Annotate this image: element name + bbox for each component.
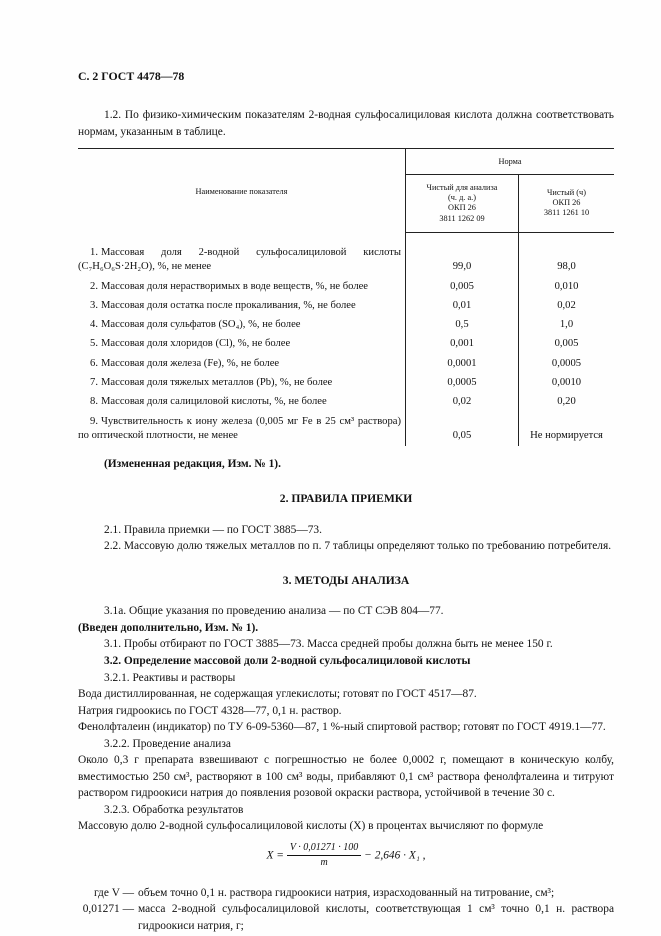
table-row [78, 278, 614, 297]
section-2-title: 2. ПРАВИЛА ПРИЕМКИ [279, 491, 413, 505]
row-value-b: 0,010 [519, 278, 615, 297]
document-page [78, 68, 614, 934]
row-value-a: 0,0005 [406, 374, 519, 393]
p-3-1a: 3.1а. Общие указания по проведению анализа — по СТ СЭВ 804—77. [104, 605, 444, 618]
analysis-paragraph: Около 0,3 г препарата взвешивают с погрешностью не более 0,0002 г, помещают в коническую колбу, вместимостью 250 см³, растворяют в 100 см³ воды, прибавляют 0,1 см³ раствора фенолфталеина и титруют раствором гидроокиси натрия до появления розовой окраски раствора, устойчивой в течение 30 с. [78, 754, 614, 800]
intro-paragraph: 1.2. По физико-химическим показателям 2-водная сульфосалициловая кислота должна соответствовать нормам, указанным в таблице. [78, 109, 614, 138]
row-value-b: 1,0 [519, 316, 615, 335]
p-3-1: 3.1. Пробы отбирают по ГОСТ 3885—73. Масса средней пробы должна быть не менее 150 г. [104, 638, 553, 651]
table-row [78, 244, 614, 278]
row-name: 1. Массовая доля 2-водной сульфосалициловой кислоты (C₇H₆O₆S·2H₂O), %, не менее [78, 246, 401, 273]
row-name: 2. Массовая доля нерастворимых в воде веществ, %, не более [90, 280, 369, 292]
p-3-2-2: 3.2.2. Проведение анализа [104, 737, 231, 750]
table-row [78, 413, 614, 447]
calc-paragraph: Массовую долю 2-водной сульфосалициловой кислоты (X) в процентах вычисляют по формуле [78, 820, 544, 833]
row-name: 3. Массовая доля остатка после прокаливания, %, не более [90, 299, 356, 311]
table-row [78, 316, 614, 335]
col-header-norm: Норма [406, 149, 615, 174]
amendment-note-1: (Измененная редакция, Изм. № 1). [104, 458, 281, 471]
reagent-phenolphthalein: Фенолфталеин (индикатор) по ТУ 6-09-5360—87, 1 %-ный спиртовой раствор; готовят по ГОСТ 4919.1—77. [78, 721, 606, 734]
table-row [78, 297, 614, 316]
row-value-a: 0,05 [406, 413, 519, 447]
row-value-b: 0,20 [519, 393, 615, 412]
row-value-a: 0,001 [406, 335, 519, 354]
row-name: 7. Массовая доля тяжелых металлов (Pb), %, не более [90, 377, 333, 389]
reagent-naoh: Натрия гидроокись по ГОСТ 4328—77, 0,1 н. раствор. [78, 704, 342, 717]
table-row [78, 355, 614, 374]
row-name: 9. Чувствительность к иону железа (0,005 мг Fe в 25 см³ раствора) по оптической плотности, не менее [78, 415, 401, 441]
row-value-b: 0,0010 [519, 374, 615, 393]
table-row [78, 393, 614, 412]
col-header-name: Наименование показателя [78, 149, 406, 233]
row-name: 8. Массовая доля салициловой кислоты, %, не более [90, 396, 327, 408]
p-2-1: 2.1. Правила приемки — по ГОСТ 3885—73. [104, 523, 322, 536]
p-3-2-1: 3.2.1. Реактивы и растворы [104, 671, 236, 684]
row-name: 6. Массовая доля железа (Fe), %, не более [90, 357, 280, 369]
table-row [78, 374, 614, 393]
amendment-note-2: (Введен дополнительно, Изм. № 1). [78, 621, 259, 634]
section-3-title: 3. МЕТОДЫ АНАЛИЗА [282, 573, 410, 587]
table-row [78, 335, 614, 354]
p-3-2-3: 3.2.3. Обработка результатов [104, 803, 244, 816]
row-value-b: 0,02 [519, 297, 615, 316]
row-name: 5. Массовая доля хлоридов (Cl), %, не более [90, 338, 291, 350]
row-value-a: 99,0 [406, 244, 519, 278]
col-header-grade-a: Чистый для анализа (ч. д. а.) ОКП 26 3811 1262 09 [406, 174, 519, 232]
p-3-2: 3.2. Определение массовой доли 2-водной сульфосалициловой кислоты [104, 655, 471, 667]
legend-row: 0,01271 — масса 2-водной сульфосалициловой кислоты, соответствующая 1 см³ точно 0,1 н. раствора гидроокиси натрия, г; [82, 903, 614, 932]
row-value-b: Не нормируется [519, 413, 615, 447]
row-value-b: 0,005 [519, 335, 615, 354]
legend-row: где V — объем точно 0,1 н. раствора гидроокиси натрия, израсходованный на титрование, см³; [93, 886, 555, 899]
row-value-a: 0,02 [406, 393, 519, 412]
row-value-b: 0,0005 [519, 355, 615, 374]
row-value-b: 98,0 [519, 244, 615, 278]
row-value-a: 0,005 [406, 278, 519, 297]
page-header: С. 2 ГОСТ 4478—78 [78, 69, 185, 83]
p-2-2: 2.2. Массовую долю тяжелых металлов по п. 7 таблицы определяют только по требованию потребителя. [104, 540, 612, 553]
col-header-grade-b: Чистый (ч) ОКП 26 3811 1261 10 [519, 174, 615, 232]
row-value-a: 0,5 [406, 316, 519, 335]
formula-legend [78, 885, 614, 935]
row-value-a: 0,01 [406, 297, 519, 316]
reagent-water: Вода дистиллированная, не содержащая углекислоты; готовят по ГОСТ 4517—87. [78, 688, 477, 701]
row-value-a: 0,0001 [406, 355, 519, 374]
row-name: 4. Массовая доля сульфатов (SO₄), %, не более [90, 319, 301, 331]
formula: X = $\frac{V \cdot 0,01271 \cdot 100}{m}$ − 2,646 · X₁ , [266, 841, 426, 869]
norms-table [78, 148, 614, 446]
